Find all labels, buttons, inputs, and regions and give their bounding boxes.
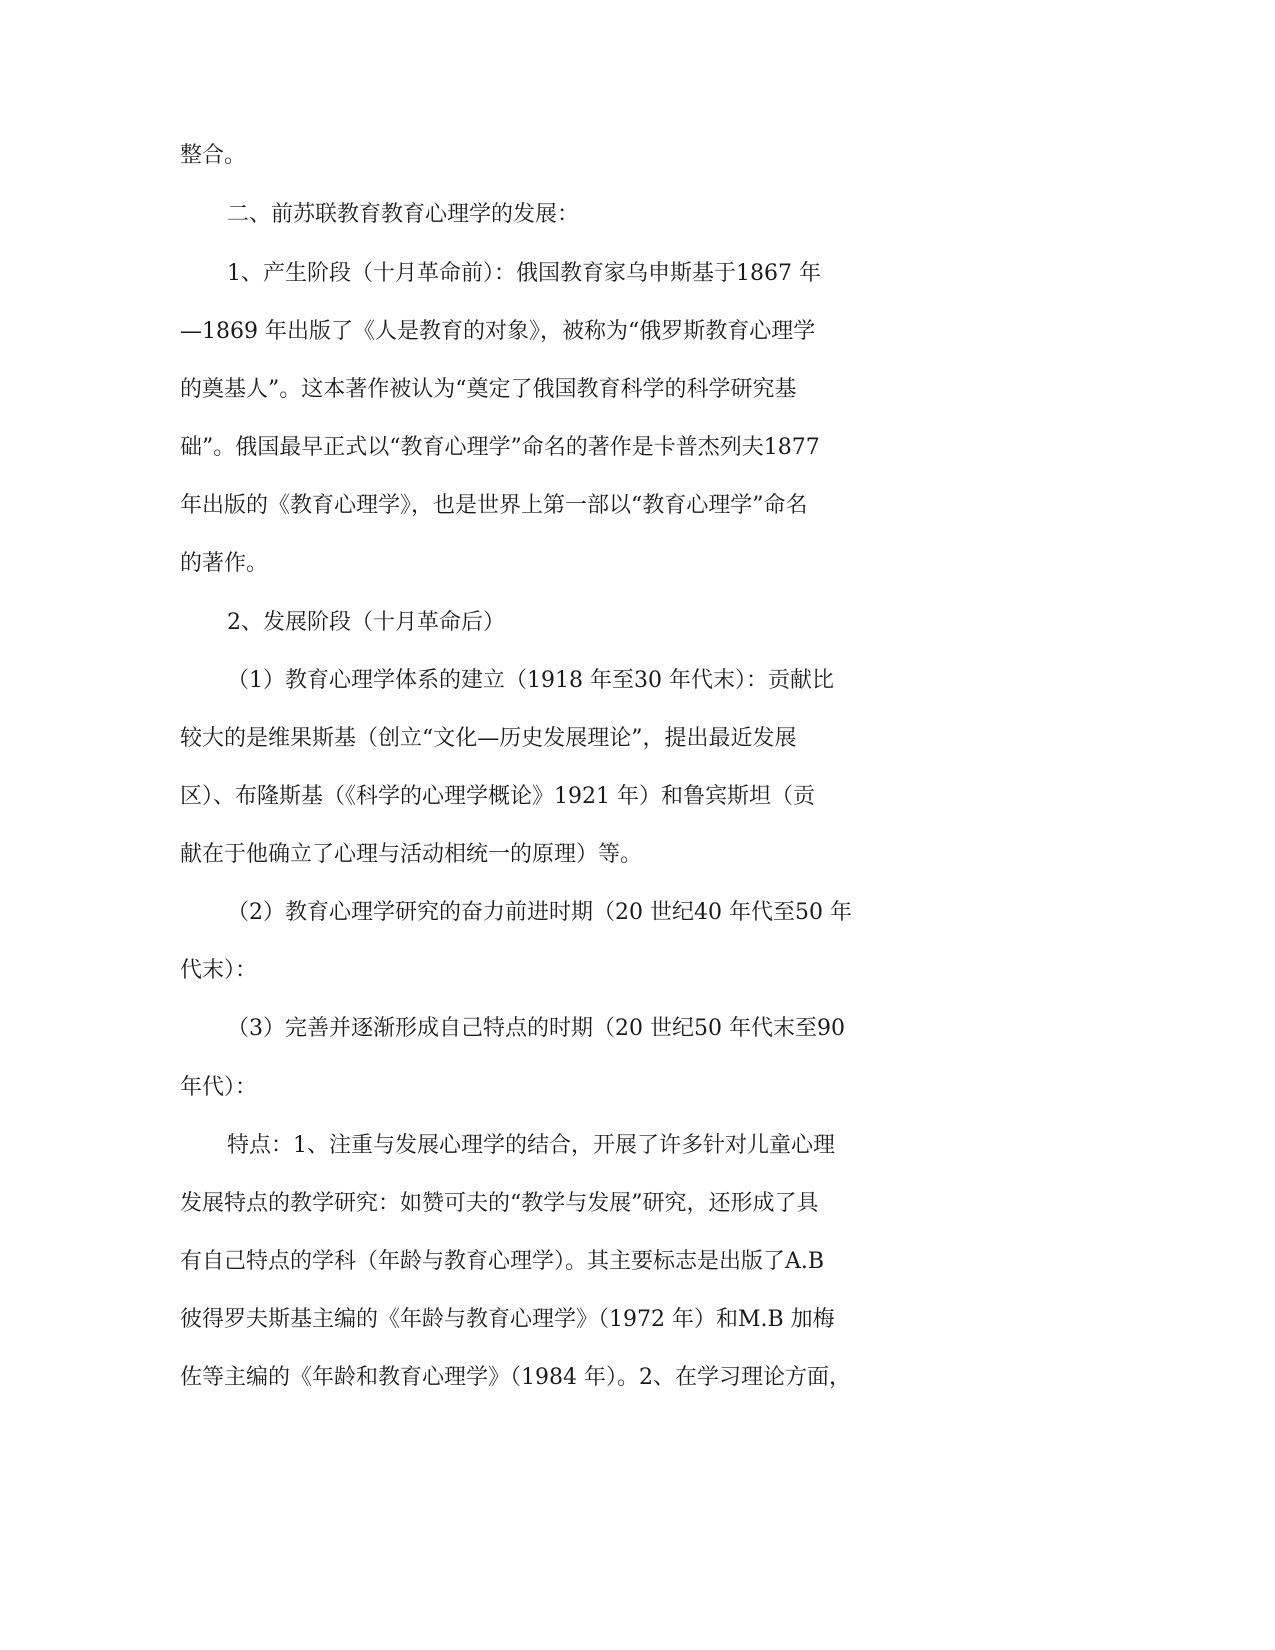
text-line: 年出版的《教育心理学》，也是世界上第一部以“教育心理学”命名 <box>180 493 808 518</box>
text-line: 佐等主编的《年龄和教育心理学》（1984 年）。2、在学习理论方面， <box>180 1365 851 1390</box>
text-line: 础”。俄国最早正式以“教育心理学”命名的著作是卡普杰列夫1877 <box>180 435 820 460</box>
text-line: 区）、布隆斯基（《科学的心理学概论》1921 年）和鲁宾斯坦（贡 <box>180 784 815 809</box>
text-line: （3）完善并逐渐形成自己特点的时期（20 世纪50 年代末至90 <box>227 1016 845 1041</box>
text-line: 1、产生阶段（十月革命前）：俄国教育家乌申斯基于1867 年 <box>227 261 821 286</box>
text-line: （2）教育心理学研究的奋力前进时期（20 世纪40 年代至50 年 <box>227 900 852 925</box>
text-line: —1869 年出版了《人是教育的对象》，被称为“俄罗斯教育心理学 <box>180 319 816 344</box>
text-line: 彼得罗夫斯基主编的《年龄与教育心理学》（1972 年）和M.B 加梅 <box>180 1307 835 1332</box>
text-line: 较大的是维果斯基（创立“文化—历史发展理论”，提出最近发展 <box>180 726 797 751</box>
subsection-heading: 2、发展阶段（十月革命后） <box>227 610 505 635</box>
text-line: 献在于他确立了心理与活动相统一的原理）等。 <box>180 842 643 867</box>
text-line: 年代）： <box>180 1075 258 1100</box>
section-heading: 二、前苏联教育教育心理学的发展： <box>227 202 580 227</box>
text-line: 发展特点的教学研究：如赞可夫的“教学与发展”研究，还形成了具 <box>180 1191 819 1216</box>
text-line: （1）教育心理学体系的建立（1918 年至30 年代末）：贡献比 <box>227 668 834 693</box>
text-line: 特点：1、注重与发展心理学的结合，开展了许多针对儿童心理 <box>227 1133 835 1158</box>
text-line: 的奠基人”。这本著作被认为“奠定了俄国教育科学的科学研究基 <box>180 377 797 402</box>
text-line: 有自己特点的学科（年龄与教育心理学）。其主要标志是出版了A.B <box>180 1249 825 1274</box>
text-line: 代末）： <box>180 958 258 983</box>
text-line: 整合。 <box>180 143 247 168</box>
text-line: 的著作。 <box>180 551 269 576</box>
